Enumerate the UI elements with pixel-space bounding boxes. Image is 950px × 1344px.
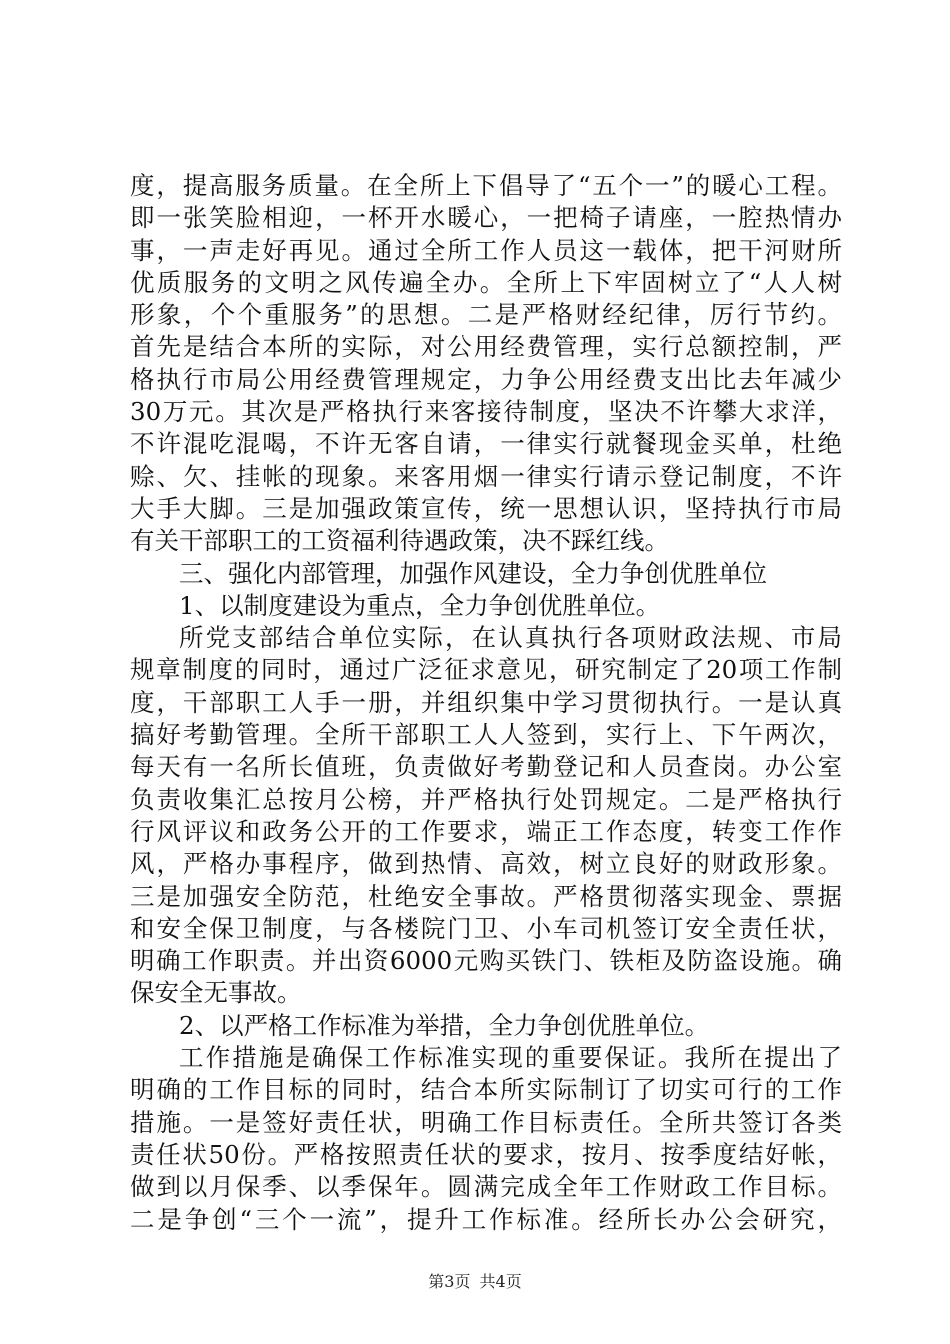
paragraph-line: 明确工作职责。并出资6000元购买铁门、铁柜及防盗设施。确 [130,946,842,976]
paragraph-line: 行风评议和政务公开的工作要求，端正工作态度，转变工作作 [130,816,842,846]
document-body [130,170,842,1236]
page-footer [0,1271,950,1293]
paragraph-line: 格执行市局公用经费管理规定，力争公用经费支出比去年减少 [130,364,842,394]
paragraph-line: 首先是结合本所的实际，对公用经费管理，实行总额控制，严 [130,332,842,362]
section-heading-line: 2、以严格工作标准为举措，全力争创优胜单位。 [179,1010,710,1040]
paragraph-line: 措施。一是签好责任状，明确工作目标责任。全所共签订各类 [130,1107,842,1137]
section-heading-line: 1、以制度建设为重点，全力争创优胜单位。 [179,590,661,620]
paragraph-line: 风，严格办事程序，做到热情、高效，树立良好的财政形象。 [130,849,842,879]
page-number: 第3页 [428,1272,471,1291]
paragraph-line: 即一张笑脸相迎，一杯开水暖心，一把椅子请座，一腔热情办 [130,203,842,233]
paragraph-line: 有关干部职工的工资福利待遇政策，决不踩红线。 [130,526,669,556]
paragraph-line: 和安全保卫制度，与各楼院门卫、小车司机签订安全责任状， [130,913,842,943]
paragraph-line: 度，提高服务质量。在全所上下倡导了“五个一”的暖心工程。 [130,171,842,200]
paragraph-line: 每天有一名所长值班，负责做好考勤登记和人员查岗。办公室 [130,752,842,782]
paragraph-line: 搞好考勤管理。全所干部职工人人签到，实行上、下午两次， [130,720,842,750]
section-heading-line: 三、强化内部管理，加强作风建设，全力争创优胜单位 [179,558,767,588]
paragraph-line: 三是加强安全防范，杜绝安全事故。严格贯彻落实现金、票据 [130,881,842,911]
paragraph-line: 明确的工作目标的同时，结合本所实际制订了切实可行的工作 [130,1075,842,1105]
page-total: 共4页 [479,1272,522,1291]
paragraph-line: 不许混吃混喝，不许无客自请，一律实行就餐现金买单，杜绝 [130,429,842,459]
paragraph-line: 规章制度的同时，通过广泛征求意见，研究制定了20项工作制 [130,655,842,685]
paragraph-line: 度，干部职工人手一册，并组织集中学习贯彻执行。一是认真 [130,687,842,717]
paragraph-line: 赊、欠、挂帐的现象。来客用烟一律实行请示登记制度，不许 [130,461,842,491]
paragraph-line: 事，一声走好再见。通过全所工作人员这一载体，把干河财所 [130,235,842,265]
paragraph-line: 大手大脚。三是加强政策宣传，统一思想认识，坚持执行市局 [130,493,842,523]
paragraph-line: 做到以月保季、以季保年。圆满完成全年工作财政工作目标。 [130,1172,842,1202]
paragraph-line: 责任状50份。严格按照责任状的要求，按月、按季度结好帐， [130,1139,842,1169]
paragraph-line: 工作措施是确保工作标准实现的重要保证。我所在提出了 [179,1043,842,1073]
paragraph-line: 形象，个个重服务”的思想。二是严格财经纪律，厉行节约。 [130,300,842,330]
paragraph-line: 保安全无事故。 [130,978,302,1008]
paragraph-line: 优质服务的文明之风传遍全办。全所上下牢固树立了“人人树 [130,267,842,297]
paragraph-line: 负责收集汇总按月公榜，并严格执行处罚规定。二是严格执行 [130,784,842,814]
paragraph-line: 30万元。其次是严格执行来客接待制度，坚决不许攀大求洋， [130,397,842,427]
paragraph-line: 二是争创“三个一流”，提升工作标准。经所长办公会研究， [130,1204,842,1234]
paragraph-line: 所党支部结合单位实际，在认真执行各项财政法规、市局 [179,623,842,653]
